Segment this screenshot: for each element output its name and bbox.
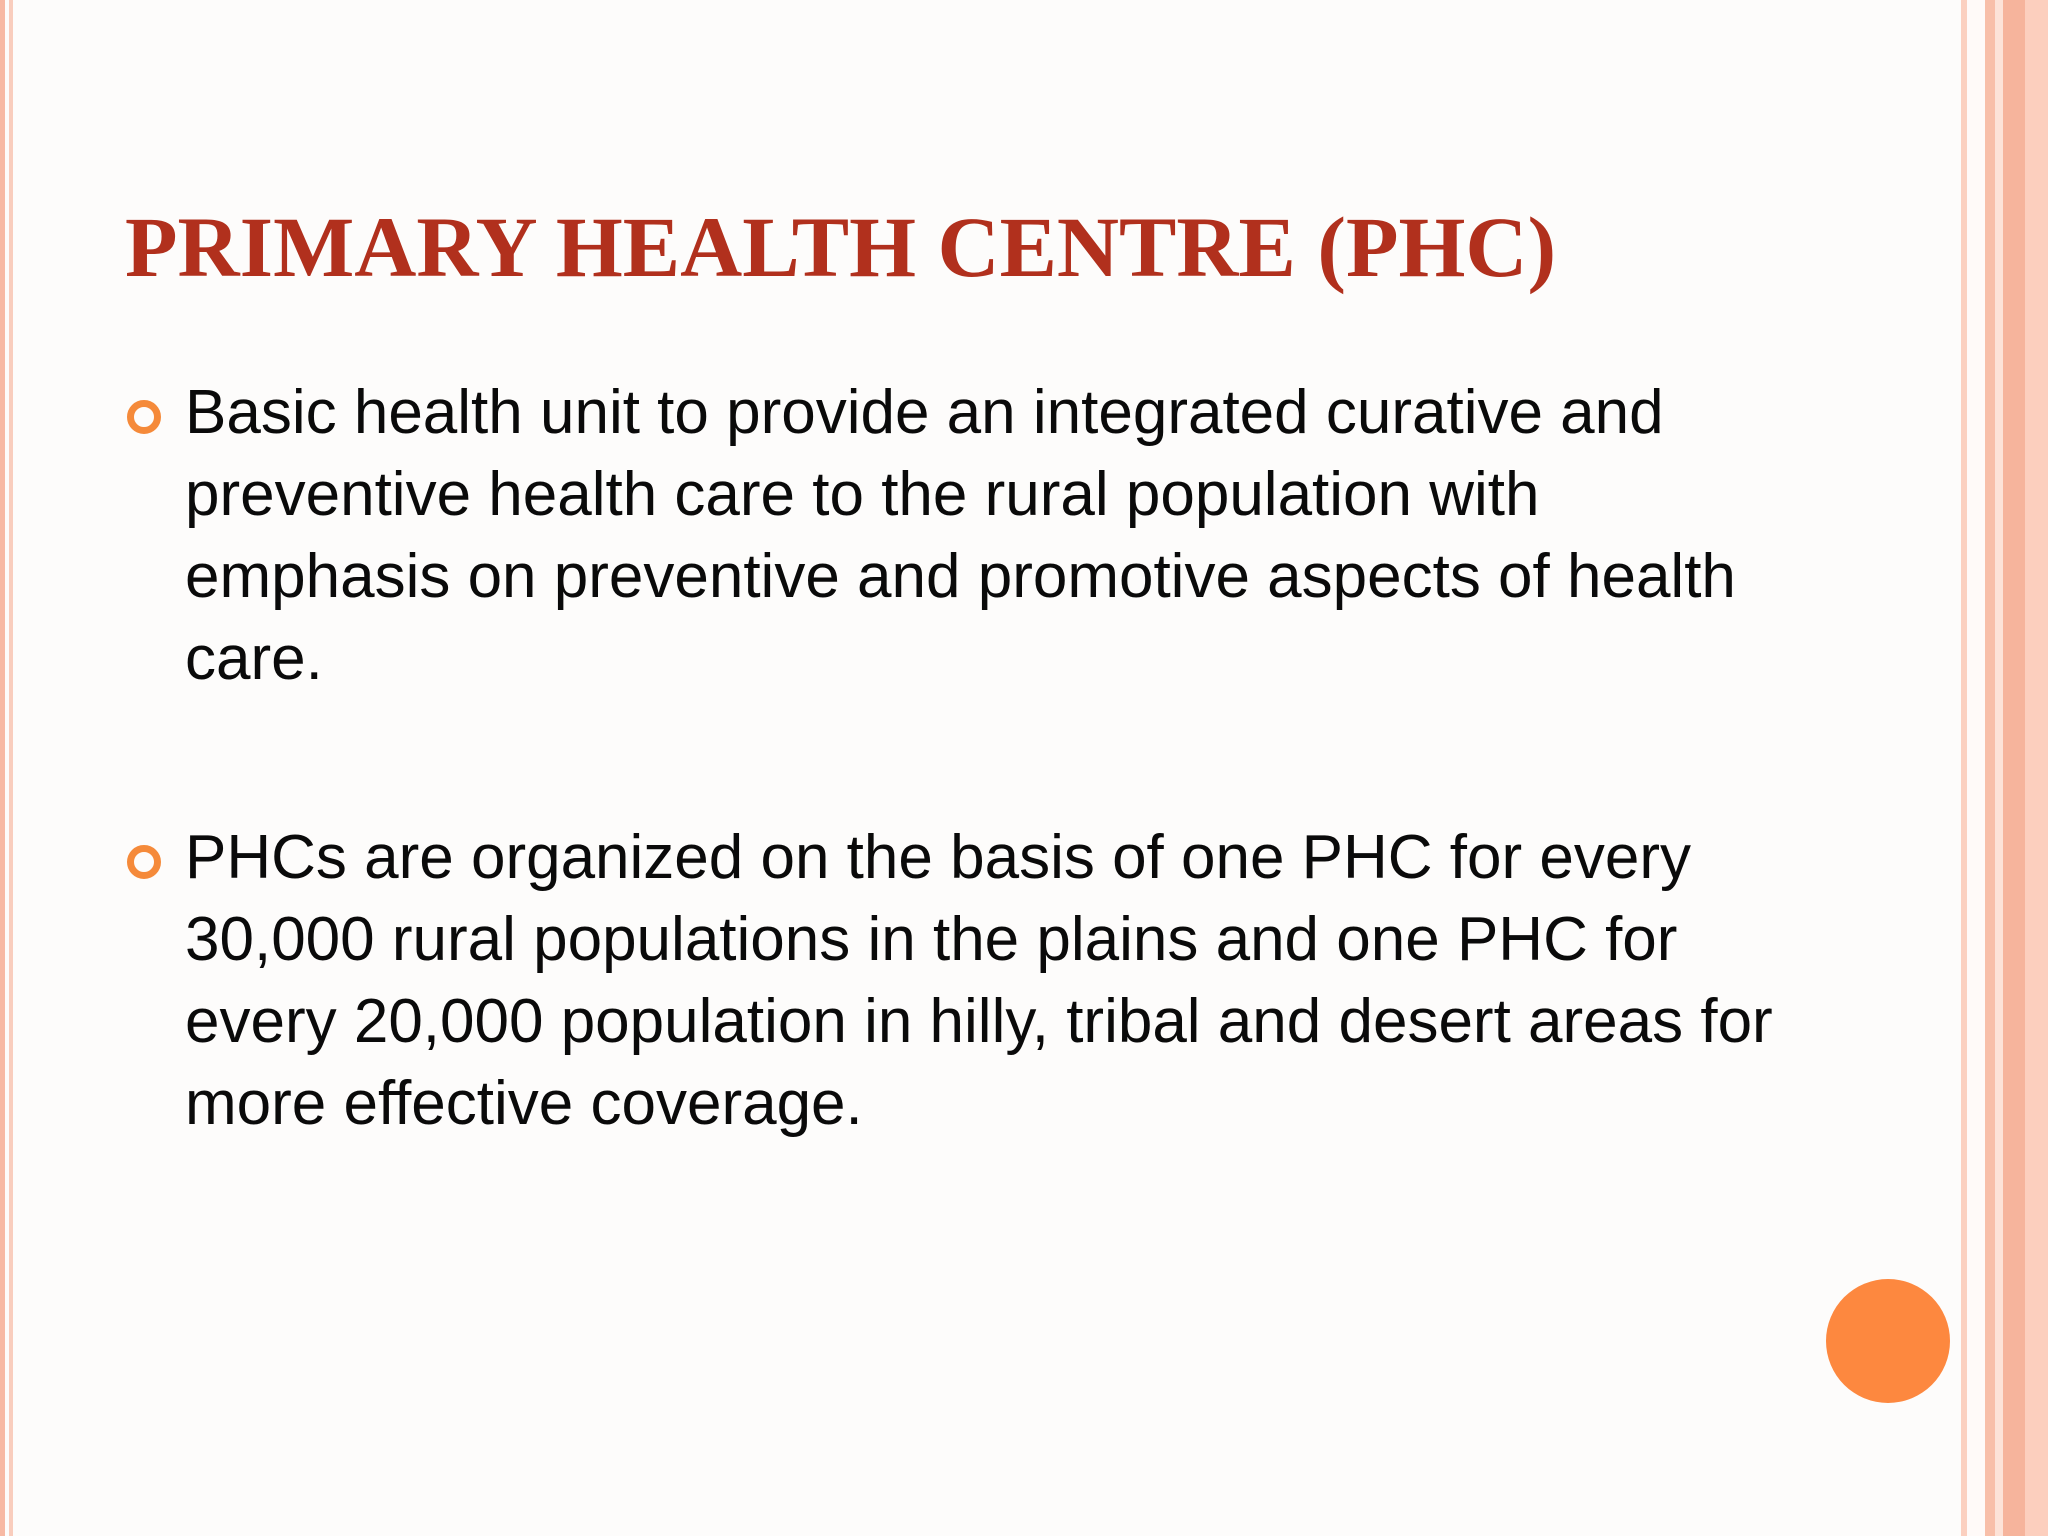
right-border-stripe-5	[2003, 0, 2025, 1536]
bullet-item-phc-organization	[125, 817, 1805, 1145]
bullet-text: Basic health unit to provide an integrated curative and preventive health care to the rural population with emphasis on preventive and promotive aspects of health care.	[185, 378, 1736, 693]
slide-title: PRIMARY HEALTH CENTRE (PHC)	[125, 199, 1557, 295]
right-border-stripe-6	[2025, 0, 2048, 1536]
right-border-stripe-2	[1967, 0, 1985, 1536]
bullet-item-basic-health-unit	[125, 372, 1805, 700]
hollow-circle-bullet-icon	[127, 845, 161, 879]
right-border-stripe-3	[1985, 0, 1995, 1536]
hollow-circle-bullet-icon	[127, 400, 161, 434]
left-border-stripe	[0, 0, 5, 1536]
orange-circle-decoration	[1826, 1279, 1950, 1403]
left-border-stripe-inner	[9, 0, 13, 1536]
bullet-list	[125, 372, 1805, 1145]
right-border-stripe-4	[1995, 0, 2003, 1536]
bullet-text: PHCs are organized on the basis of one PHC for every 30,000 rural populations in the plains and one PHC for every 20,000 population in hilly, tribal and desert areas for more effective coverage.	[185, 823, 1773, 1138]
